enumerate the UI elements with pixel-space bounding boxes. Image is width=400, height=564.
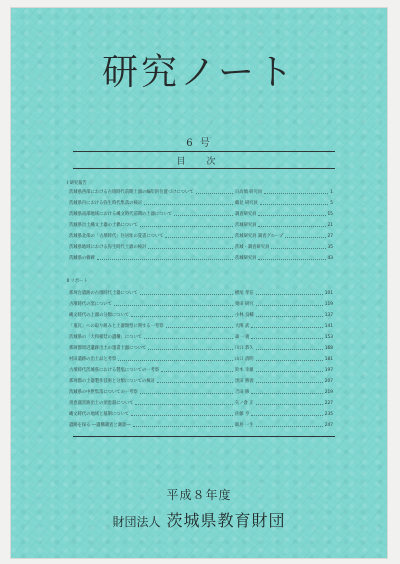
toc-entry-page: 153: [324, 335, 333, 340]
toc-entry-page: 119: [324, 302, 333, 307]
toc-entry-page: 207: [324, 379, 333, 384]
toc-leader-dots: [140, 393, 233, 394]
toc-leader-dots: [157, 382, 233, 383]
toc-heading: 目 次: [176, 157, 222, 167]
toc-leader-dots: [148, 349, 233, 350]
toc-leader-dots: [256, 371, 323, 372]
toc-entry-page: 181: [324, 357, 333, 362]
toc-leader-dots: [144, 204, 233, 205]
toc-entry: [69, 289, 333, 298]
toc-leader-dots: [258, 259, 326, 260]
toc-entry: [69, 410, 333, 419]
toc-entry-page: 35: [327, 245, 333, 250]
toc-leader-dots: [271, 248, 326, 249]
toc-leader-dots: [161, 371, 233, 372]
toc-entry-author: 栗田 研究: [235, 302, 254, 307]
cover-title: 研究ノート: [102, 52, 296, 93]
toc-entry-author: 小林 良輔: [235, 313, 254, 318]
toc-entry: [69, 366, 333, 375]
toc-entry: [69, 333, 333, 342]
toc-entry-page: 15: [327, 212, 333, 217]
toc-entry-page: 137: [324, 313, 333, 318]
toc-leader-dots: [133, 426, 233, 427]
toc-entry-author: 大関 武: [235, 324, 250, 329]
toc-entry-title: 那珂郡周辺遺跡出土の墨書土器について: [69, 346, 147, 351]
toc-entry-page: 21: [327, 223, 333, 228]
toc-entry-author: 調査研究員: [235, 212, 257, 217]
toc-entry-page: 197: [324, 368, 333, 373]
toc-leader-dots: [114, 305, 233, 306]
toc-entry: [69, 243, 333, 252]
toc-entry-title: 茨城県出土縄文土器の土偶について: [69, 223, 138, 228]
toc-leader-dots: [256, 316, 323, 317]
toc-entry-author: 鈴木 幸雄: [235, 368, 254, 373]
toc-leader-dots: [251, 393, 323, 394]
toc-entry-author: 日高慎 研究員: [235, 190, 263, 195]
toc-entry-page: 27: [327, 234, 333, 239]
toc-entry: [69, 344, 333, 353]
toc-entry-title: 古墳時代茨城県における製塩についての一考察: [69, 368, 160, 373]
toc-entry-author: 佐藤 亨: [235, 412, 250, 417]
toc-entry-author: 山口 清明: [235, 357, 254, 362]
toc-leader-dots: [285, 237, 326, 238]
toc-entry: [69, 210, 333, 219]
toc-entry-title: 茨城県南部地域における縄文時代前期の土器について: [69, 212, 173, 217]
toc-leader-dots: [144, 338, 233, 339]
toc-leader-dots: [131, 415, 233, 416]
toc-entry-title: 村田遺跡の出土品と考察: [69, 357, 117, 362]
toc-entry-title: 古墳時代の窯について: [69, 302, 112, 307]
toc-entry-author: 黒田 勝義: [235, 379, 254, 384]
toc-entry-title: 縄文時代の地域と墓制について: [69, 412, 130, 417]
toc-entry-author: 茨城研究員 調査グループ: [235, 234, 284, 239]
book-cover: [11, 8, 387, 558]
toc-leader-dots: [174, 215, 233, 216]
toc-entry-title: 那珂台遺跡の古墳時代土器について: [69, 291, 138, 296]
toc-entry: [69, 188, 333, 197]
toc-entry-author: 川口 恭久: [235, 346, 254, 351]
toc-leader-dots: [140, 226, 233, 227]
toc-entry-title: 茨城県内における弥生時代集落の検討: [69, 201, 143, 206]
toc-entry-page: 247: [324, 423, 333, 428]
toc-leader-dots: [251, 327, 323, 328]
toc-entry: [69, 221, 333, 230]
toc-leader-dots: [256, 404, 323, 405]
toc-leader-dots: [165, 237, 233, 238]
toc-leader-dots: [97, 259, 233, 260]
toc-entry-page: 235: [324, 412, 333, 417]
toc-entry-author: 茨城・調査研究員: [235, 245, 270, 250]
toc-top-rule: [73, 151, 335, 152]
toc-bottom-rule: [73, 436, 335, 437]
toc-entry: [69, 300, 333, 309]
toc-heading-rule: [73, 168, 335, 169]
toc-leader-dots: [256, 305, 323, 306]
toc-entry-title: 「鬼瓦」への取り組みと土器類型に関する一考察: [69, 324, 164, 329]
toc-entry-title: 那珂郡の土器製作技術と分類についての検討: [69, 379, 155, 384]
toc-leader-dots: [256, 360, 323, 361]
toc-entry-title: 茨城県の中世集落についての一考察: [69, 390, 138, 395]
publication-year: 平成８年度: [166, 488, 232, 502]
toc-entry-author: 森 一義: [235, 335, 250, 340]
publisher-name: 茨城県教育財団: [166, 511, 286, 530]
toc-leader-dots: [251, 338, 323, 339]
toc-section-heading: Ⅰ 研究報告: [67, 181, 87, 186]
toc-entry: [69, 421, 333, 430]
toc-entry-author: 飯島 一生: [235, 423, 254, 428]
toc-entry: [69, 388, 333, 397]
toc-entry-title: 茨城県地域における弥生時代土器の検討: [69, 245, 147, 250]
toc-leader-dots: [258, 215, 326, 216]
toc-entry-title: 茨城県北部の「古墳時代」住居址の覚書について: [69, 234, 164, 239]
toc-entry: [69, 377, 333, 386]
toc-leader-dots: [264, 193, 328, 194]
toc-entry: [69, 232, 333, 241]
publisher: [11, 508, 387, 531]
issue-number: 6 号: [186, 138, 212, 149]
toc-entry-title: 茨城県の板碑: [69, 256, 95, 261]
toc-entry: [69, 355, 333, 364]
toc-leader-dots: [140, 294, 233, 295]
toc-entry-title: 茨城県西部における古墳時代前期土器の編年的位置づけについて: [69, 190, 194, 195]
toc-entry-page: 227: [324, 401, 333, 406]
toc-entry-author: 矢ノ倉 正: [235, 401, 254, 406]
toc-entry: [69, 399, 333, 408]
toc-entry-page: 219: [324, 390, 333, 395]
publisher-prefix: 財団法人: [112, 515, 161, 529]
toc-leader-dots: [260, 204, 328, 205]
toc-leader-dots: [256, 382, 323, 383]
toc-entry-page: 141: [324, 324, 333, 329]
toc-leader-dots: [118, 360, 233, 361]
toc-entry: [69, 322, 333, 331]
toc-entry-author: 横尾 孝信: [235, 291, 254, 296]
toc-leader-dots: [256, 349, 323, 350]
toc-entry: [69, 199, 333, 208]
toc-entry-title: 須恵器窯跡出土の須恵器について: [69, 401, 134, 406]
toc-entry-author: 吉田 修: [235, 390, 250, 395]
toc-entry-page: 1: [330, 190, 333, 195]
toc-entry-page: 101: [324, 291, 333, 296]
toc-entry-author: 茨城研究員: [235, 223, 257, 228]
toc-entry-title: 茨城県の「大和朝廷の遺構」について: [69, 335, 142, 340]
toc-leader-dots: [196, 193, 233, 194]
toc-leader-dots: [135, 404, 233, 405]
toc-leader-dots: [148, 248, 233, 249]
toc-entry: [69, 311, 333, 320]
toc-leader-dots: [131, 316, 233, 317]
toc-entry-page: 5: [330, 201, 333, 206]
toc-leader-dots: [258, 226, 326, 227]
toc-entry-author: 鶴見 研究員: [235, 201, 258, 206]
toc-entry-page: 43: [327, 256, 333, 261]
toc-entry-author: 茨城研究員: [235, 256, 257, 261]
toc-leader-dots: [256, 426, 323, 427]
toc-section-heading: Ⅱ リポート: [67, 279, 88, 284]
toc-entry-title: 縄文時代の土器の分類について: [69, 313, 130, 318]
toc-leader-dots: [251, 415, 323, 416]
toc-entry: [69, 254, 333, 263]
toc-leader-dots: [256, 294, 323, 295]
toc-entry-title: 遺跡を探る ―遺構調査と測量―: [69, 423, 131, 428]
toc-leader-dots: [166, 327, 233, 328]
toc-entry-page: 168: [324, 346, 333, 351]
